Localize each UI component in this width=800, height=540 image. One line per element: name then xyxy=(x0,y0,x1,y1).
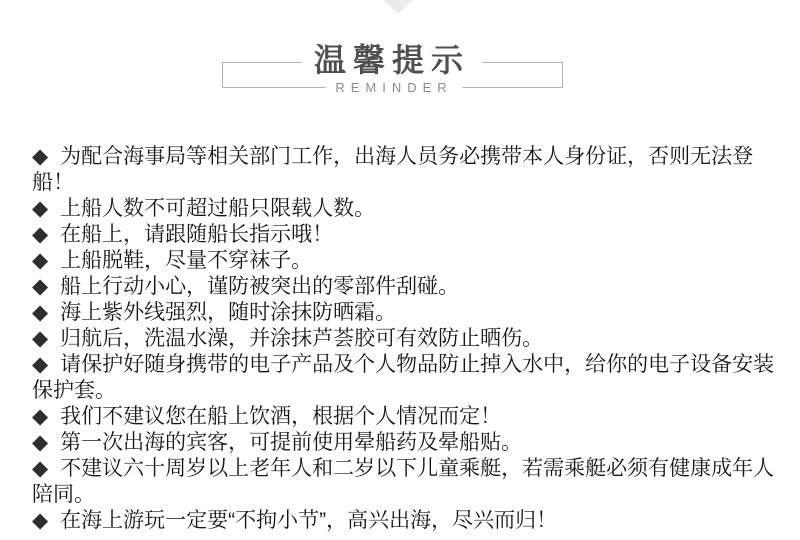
page-subtitle: REMINDER xyxy=(325,81,462,95)
tips-list xyxy=(32,144,776,534)
diamond-bullet-icon: ◆ xyxy=(32,327,49,350)
diamond-bullet-icon: ◆ xyxy=(32,145,49,168)
diamond-bullet-icon: ◆ xyxy=(32,275,49,298)
tip-item xyxy=(32,144,776,196)
tip-item xyxy=(32,274,776,300)
tip-text: 请保护好随身携带的电子产品及个人物品防止掉入水中，给你的电子设备安装保护套。 xyxy=(32,353,775,402)
diamond-bullet-icon: ◆ xyxy=(32,301,49,324)
tip-text: 不建议六十周岁以上老年人和二岁以下儿童乘艇，若需乘艇必须有健康成年人陪同。 xyxy=(32,457,775,506)
tip-item xyxy=(32,430,776,456)
tip-item xyxy=(32,508,776,534)
tip-item xyxy=(32,196,776,222)
tip-text: 海上紫外线强烈，随时涂抹防晒霜。 xyxy=(60,301,397,324)
diamond-bullet-icon: ◆ xyxy=(32,509,49,532)
tip-item xyxy=(32,326,776,352)
diamond-bullet-icon: ◆ xyxy=(32,197,49,220)
tip-text: 我们不建议您在船上饮酒，根据个人情况而定！ xyxy=(60,405,502,428)
tip-text: 上船人数不可超过船只限载人数。 xyxy=(60,197,376,220)
tip-text: 在海上游玩一定要“不拘小节”，高兴出海，尽兴而归！ xyxy=(60,509,558,532)
tip-text: 在船上，请跟随船长指示哦！ xyxy=(60,223,334,246)
tip-item xyxy=(32,352,776,404)
tip-item xyxy=(32,404,776,430)
tip-item xyxy=(32,300,776,326)
diamond-bullet-icon: ◆ xyxy=(32,223,49,246)
tip-text: 第一次出海的宾客，可提前使用晕船药及晕船贴。 xyxy=(60,431,523,454)
diamond-bullet-icon: ◆ xyxy=(32,431,49,454)
diamond-bullet-icon: ◆ xyxy=(32,249,49,272)
diamond-bullet-icon: ◆ xyxy=(32,353,49,376)
tip-item xyxy=(32,456,776,508)
tip-text: 船上行动小心，谨防被突出的零部件刮碰。 xyxy=(60,275,460,298)
tip-item xyxy=(32,248,776,274)
tip-text: 为配合海事局等相关部门工作，出海人员务必携带本人身份证，否则无法登船！ xyxy=(32,145,754,194)
diamond-bullet-icon: ◆ xyxy=(32,405,49,428)
diamond-bullet-icon: ◆ xyxy=(32,457,49,480)
tip-text: 上船脱鞋，尽量不穿袜子。 xyxy=(60,249,313,272)
tip-item xyxy=(32,222,776,248)
top-diamond-icon xyxy=(383,0,413,14)
tip-text: 归航后，洗温水澡，并涂抹芦荟胶可有效防止晒伤。 xyxy=(60,327,544,350)
page-title: 温馨提示 xyxy=(302,44,482,76)
